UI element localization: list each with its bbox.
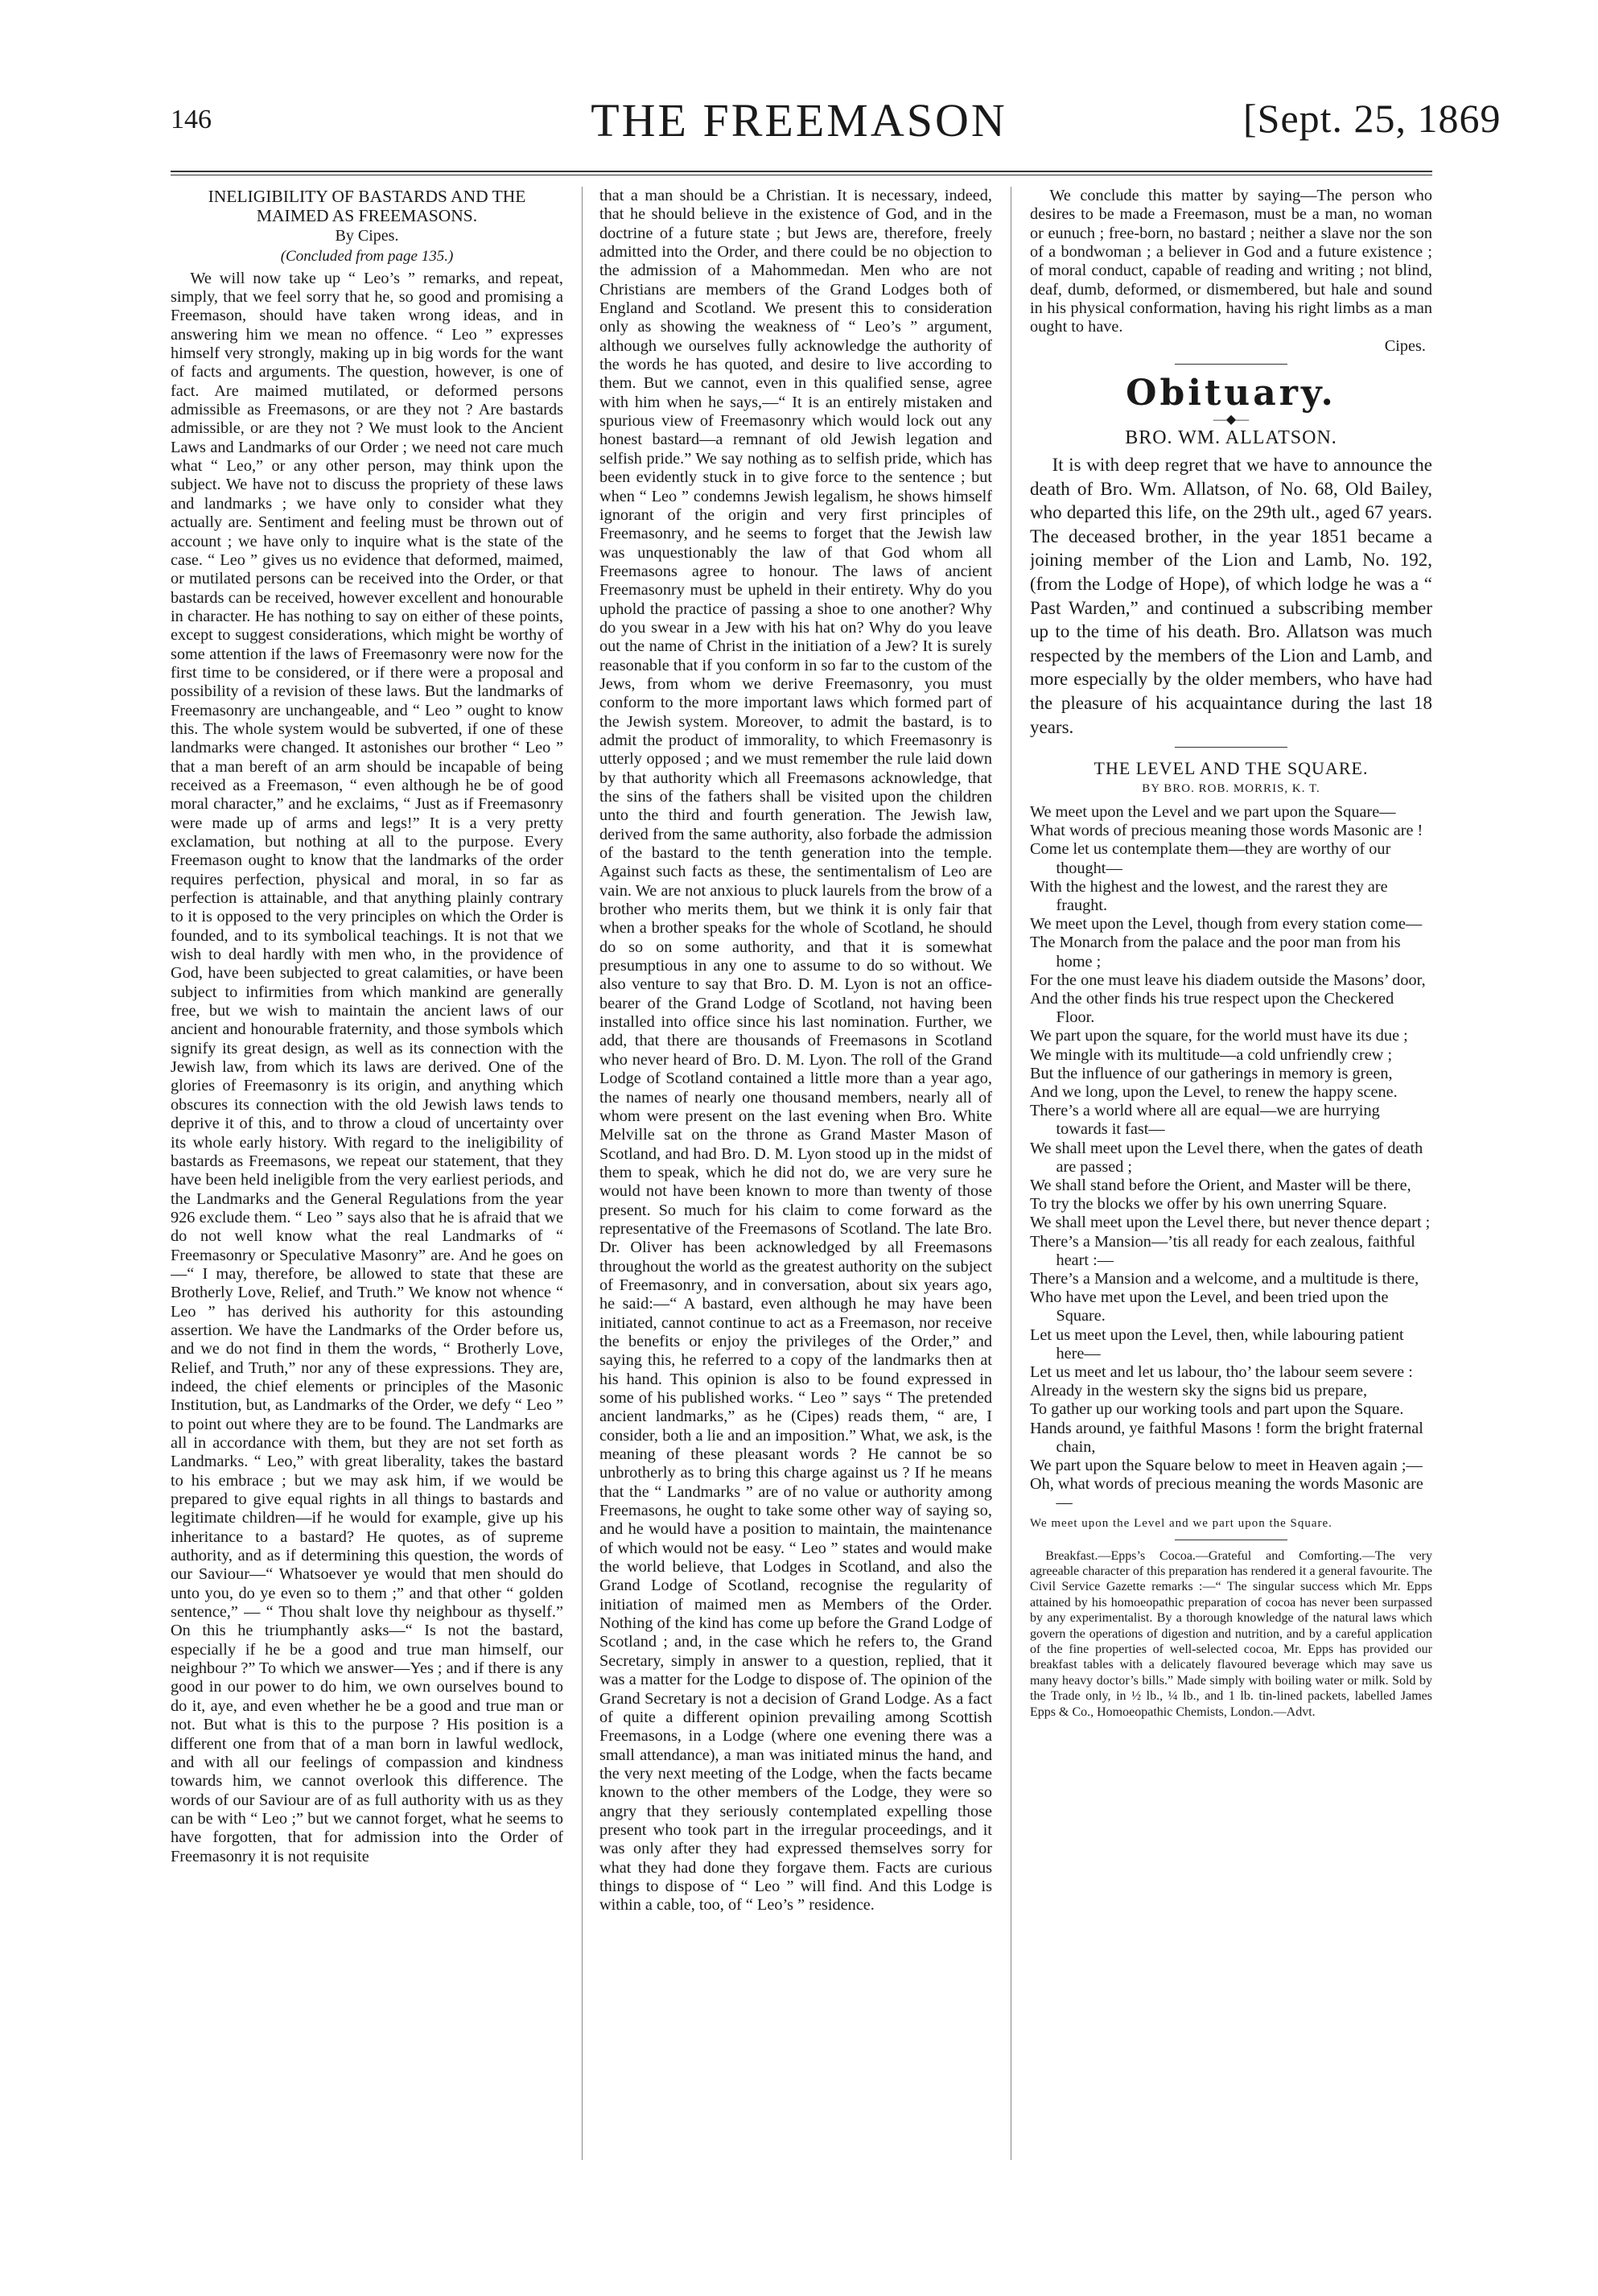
header-rule	[171, 171, 1432, 172]
poem-line: Let us meet upon the Level, then, while labouring patient here—	[1030, 1325, 1404, 1362]
obituary-subject: BRO. WM. ALLATSON.	[1125, 427, 1337, 449]
poem-line: With the highest and the lowest, and the rarest they are fraught.	[1030, 877, 1388, 914]
poem-line: Who have met upon the Level, and been tried upon the Square.	[1030, 1288, 1389, 1325]
column-2	[599, 187, 992, 2160]
poem-closing-line: We meet upon the Level and we part upon the Square.	[1030, 1516, 1332, 1530]
page-header	[0, 87, 1598, 151]
poem-line: Come let us contemplate them—they are worthy of our thought—	[1030, 840, 1391, 877]
poem-line: We part upon the square, for the world must have its due ;	[1030, 1027, 1408, 1045]
article-body-part-1: We will now take up “ Leo’s ” remarks, and repeat, simply, that we feel sorry that he, so good and promising a Freemason, should have taken wrong ideas, and in answering him we mean no offence. “ Leo ” expresses himself very strongly, making up in big words for the want of facts and arguments. The question, however, is one of fact. Are maimed mutilated, or deformed persons admissible as Freemasons, or are they not ? Are bastards admissible, or are they not ? We must look to the Ancient Laws and Landmarks of our Order ; we need not care much what “ Leo,” or any other person, may think upon the subject. We have not to discuss the propriety of these laws and landmarks ; we have only to consider what they actually are. Sentiment and feeling must be thrown out of account ; we have only to inquire what is the state of the case. “ Leo ” gives us no evidence that deformed, maimed, or mutilated persons can be received into the Order, or that bastards can be received, however excellent and honourable in character. He has nothing to say on either of these points, except to suggest considerations, which might be worthy of some attention if the laws of Freemasonry were now for the first time to be considered, or if there were a proposal and possibility of a revision of these laws. But the landmarks of Freemasonry are unchangeable, and “ Leo ” ought to know this. The whole system would be subverted, if one of these landmarks were changed. It astonishes our brother “ Leo ” that a man bereft of an arm should be incapable of being received as a Freemason, “ even although he be of good moral character,” and he exclaims, “ Just as if Freemasonry were made up of arms and legs!” It is a very pretty exclamation, but nothing at all to the purpose. Every Freemason ought to know that the landmarks of the order requires perfection, physical and moral, in so far as perfection is attainable, and that anything plainly contrary to it is opposed to the very principles on which the Order is founded, and to its symbolical teachings. It is not that we wish to deal hardly with men who, in the providence of God, have been subjected to great calamities, or have been subject to infirmities from which mankind are generally free, but we wish to maintain the ancient laws of our ancient and honourable fraternity, and those symbols which signify its great design, as well as its connection with the Jewish law, from which its laws are derived. One of the glories of Freemasonry is its origin, and anything which obscures its connection with the old Jewish laws tends to deprive it of this, and to throw a cloud of uncertainty over its whole early history. With regard to the ineligibility of bastards as Freemasons, we repeat our statement, that they have been held ineligible from the very earliest periods, and the Landmarks and the General Regulations from the year 926 exclude them. “ Leo ” says also that he is afraid that we do not well know what the real Landmarks of “ Freemasonry or Speculative Masonry” are. And he goes on—“ I may, therefore, be allowed to state that these are Brotherly Love, Relief, and Truth.” We know not whence “ Leo ” has derived his authority for this astounding assertion. We have the Landmarks of the Order before us, and we do not find in them the words, “ Brotherly Love, Relief, and Truth,” nor any of these expressions. They are, indeed, the chief elements or principles of the Masonic Institution, but, as Landmarks of the Order, we defy “ Leo ” to point out where they are to be found. The Landmarks are all in accordance with them, but they are not set forth as Landmarks. “ Leo,” with great liberality, takes the bastard to his embrace ; but we may ask him, if we would be prepared to give equal rights in all things to bastards and legitimate children—if he would for example, give up his inheritance to a bastard? He quotes, as of supreme authority, and as if determining this question, the words of our Saviour—“ Whatsoever ye would that men should do unto you, do ye even so to them ;” and that other “ golden sentence,” — “ Thou shalt love thy neighbour as thyself.” On this he triumphantly asks—“ Is not the bastard, especially if he be a good and true man himself, our neighbour ?” To which we answer—Yes ; and if there is any good in our power to do him, we own ourselves bound to do it, aye, and even whether he be a good and true man or not. But what is this to the purpose ? His position is a different one from that of a man born in lawful wedlock, and with all our feelings of compassion and kindness towards him, we cannot overlook this difference. The words of our Saviour are of as full authority with us as they can be with “ Leo ;” but we cannot forget, what he seems to have forgotten, that for admission into the Order of Freemasonry it is not requisite	[171, 269, 563, 1865]
poem-line: We meet upon the Level and we part upon the Square—	[1030, 802, 1396, 821]
poem-line: We part upon the Square below to meet in Heaven again ;—	[1030, 1457, 1423, 1475]
poem-line: To gather up our working tools and part upon the Square.	[1030, 1400, 1404, 1419]
continuation-note: (Concluded from page 135.)	[280, 248, 454, 266]
poem-line: And the other finds his true respect upon the Checkered Floor.	[1030, 989, 1394, 1027]
poem-line: For the one must leave his diadem outside the Masons’ door,	[1030, 971, 1426, 989]
article-conclusion: We conclude this matter by saying—The person who desires to be made a Freemason, must be a man, no woman or eunuch ; free-born, no bastard ; neither a slave nor the son of a bondwoman ; a believer in God and a future existence ; of moral conduct, capable of reading and writing ; not blind, deaf, dumb, deformed, or dismembered, but hale and sound in his physical conformation, having his right limbs as a man ought to have.	[1030, 187, 1432, 336]
page-number: 146	[171, 105, 212, 134]
poem-line: Hands around, ye faithful Masons ! form the bright fraternal chain,	[1030, 1419, 1423, 1456]
poem-line: Oh, what words of precious meaning the words Masonic are—	[1030, 1475, 1423, 1512]
poem-line: And we long, upon the Level, to renew the happy scene.	[1030, 1082, 1398, 1101]
obituary-body: It is with deep regret that we have to announce the death of Bro. Wm. Allatson, of No. 68, Old Bailey, who departed this life, on the 29th ult., aged 67 years. The deceased brother, in the year 1851 became a joining member of the Lion and Lamb, No. 192, (from the Lodge of Hope), of which lodge he was a “ Past Warden,” and continued a subscribing member up to the time of his death. Bro. Allatson was much respected by the members of the Lion and Lamb, and more especially by the older members, who have had the pleasure of his acquaintance during the last 18 years.	[1030, 455, 1432, 737]
poem-line: Let us meet and let us labour, tho’ the labour seem severe :	[1030, 1363, 1413, 1381]
poem-line: We shall stand before the Orient, and Master will be there,	[1030, 1176, 1411, 1194]
newspaper-title: THE FREEMASON	[591, 94, 1007, 146]
poem-byline: BY BRO. ROB. MORRIS, K. T.	[1142, 781, 1320, 795]
poem-line: There’s a Mansion and a welcome, and a multitude is there,	[1030, 1269, 1419, 1288]
poem-line: The Monarch from the palace and the poor man from his home ;	[1030, 934, 1401, 971]
poem-line: We meet upon the Level, though from every station come—	[1030, 915, 1423, 934]
poem-line: What words of precious meaning those words Masonic are !	[1030, 822, 1423, 840]
poem-body	[1030, 803, 1432, 1513]
obituary-heading: Obituary.	[1126, 373, 1336, 414]
poem-title: THE LEVEL AND THE SQUARE.	[1093, 758, 1369, 779]
poem-line: We shall meet upon the Level there, but never thence depart ;	[1030, 1214, 1431, 1232]
article-signature: Cipes.	[1384, 336, 1426, 355]
article-title: INELIGIBILITY OF BASTARDS AND THE MAIMED AS FREEMASONS.	[208, 187, 526, 225]
column-divider	[582, 187, 583, 2160]
article-body-part-2: that a man should be a Christian. It is necessary, indeed, that he should believe in the existence of God, and in the doctrine of a future state ; but Jews are, therefore, freely admitted into the Order, and there could be no objection to the admission of a Mahommedan. Men who are not Christians are members of the Grand Lodges both of England and Scotland. We present this to consideration only as showing the weakness of “ Leo’s ” argument, although we ourselves fully acknowledge the authority of the words he has quoted, and desire to live according to them. But we cannot, even in this qualified sense, agree with him when he says,—“ It is an entirely mistaken and spurious view of Freemasonry which would lock out any honest bastard—a remnant of old Jewish legation and selfish pride.” We say nothing as to selfish pride, which has been evidently stuck in to give force to the sentence ; but when “ Leo ” condemns Jewish legalism, he shows himself ignorant of the origin and very first principles of Freemasonry, and he seems to forget that the Jewish law was unquestionably the law of that God whom all Freemasons agree to honour. The laws of ancient Freemasonry must be upheld in their entirety. Why do you uphold the practice of passing a shoe to one another? Why do you swear in a Jew with his hat on? Why do you leave out the name of Christ in the initiation of a Jew? It is surely reasonable that if you conform in so far to the custom of the Jews, from whom we derive Freemasonry, you must conform to the more important laws which formed part of the Jewish system. Moreover, to admit the bastard, is to admit the product of immorality, to which Freemasonry is utterly opposed ; and we must remember the rule laid down by that authority which all Freemasons acknowledge, that the sins of the fathers shall be visited upon the children unto the third and fourth generation. The Jewish law, derived from the same authority, also forbade the admission of the bastard to the tenth generation into the temple. Against such facts as these, the sentimentalism of Leo are vain. We are not anxious to pluck laurels from the brow of a brother who merits them, but we think it is only fair that when a brother speaks for the whole of Scotland, he should do so on some authority, and that it is somewhat presumptious in any one to assume to do so without. We also venture to say that Bro. D. M. Lyon is not an office-bearer of the Grand Lodge of Scotland, not having been installed into office since his last nomination. Further, we add, that there are thousands of Freemasons in Scotland who never heard of Bro. D. M. Lyon. The roll of the Grand Lodge of Scotland contained a little more than a year ago, the names of nearly one thousand members, nearly all of whom were present on the last evening when Bro. White Melville sat on the throne as Grand Master Mason of Scotland, and had Bro. D. M. Lyon stood up in the midst of them to speak, which he did not do, we are very sure he would not have been known to more than twenty of those present. So much for his claim to come forward as the representative of the Freemasons of Scotland. The late Bro. Dr. Oliver has been acknowledged by all Freemasons throughout the world as the greatest authority on the subject of Freemasonry, and in conversation, about six years ago, he said:—“ A bastard, even although he may have been initiated, cannot continue to act as a Freemason, nor receive the benefits or enjoy the privileges of the Order,” and saying this, he referred to a copy of the landmarks then at his hand. This opinion is also to be found expressed in some of his published works. “ Leo ” says “ The pretended ancient landmarks,” as he (Cipes) reads them, “ are, I consider, both a lie and an imposition.” What, we ask, is the meaning of these pleasant words ? He cannot be so unbrotherly as to bring this charge against us ? If he means that the “ Landmarks ” are of no value or authority among Freemasons, he ought to take some other way of saying so, and he would have a position to maintain, the maintenance of which would not be easy. “ Leo ” states and would make the world believe, that Lodges in Scotland, and also the Grand Lodge of Scotland, recognise the regularity of initiation of maimed men as Members of the Order. Nothing of the kind has come up before the Grand Lodge of Scotland ; and, in the case which he refers to, the Grand Secretary, simply in answer to a question, replied, that it was a matter for the Lodge to dispose of. The opinion of the Grand Secretary is not a decision of Grand Lodge. As a fact of quite a different opinion prevailing among Scottish Freemasons, in a Lodge (where one evening there was a small attendance), a man was initiated minus the hand, and the very next meeting of the Lodge, when the facts became known to the other members of the Lodge, they were so angry that they seriously contemplated expelling those present who took part in the irregular proceedings, and it was only after they had expressed themselves sorry for what they had done they forgave them. Facts are curious things to dispose of “ Leo ” will find. And this Lodge is within a cable, too, of “ Leo’s ” residence.	[599, 187, 992, 1915]
poem-line: To try the blocks we offer by his own unerring Square.	[1030, 1195, 1387, 1214]
column-3	[1030, 187, 1432, 2160]
article-byline: By Cipes.	[335, 227, 399, 245]
poem-line: We shall meet upon the Level there, when the gates of death are passed ;	[1030, 1139, 1423, 1176]
poem-line: We mingle with its multitude—a cold unfriendly crew ;	[1030, 1045, 1393, 1064]
section-divider	[1175, 364, 1287, 365]
poem-line: There’s a Mansion—’tis all ready for each zealous, faithful heart :—	[1030, 1232, 1415, 1269]
poem-line: There’s a world where all are equal—we are hurrying towards it fast—	[1030, 1102, 1380, 1139]
section-divider	[1175, 747, 1287, 748]
issue-date: [Sept. 25, 1869	[1243, 96, 1501, 141]
poem-line: But the influence of our gatherings in memory is green,	[1030, 1064, 1393, 1082]
column-1	[171, 187, 563, 2160]
cocoa-advertisement: Breakfast.—Epps’s Cocoa.—Grateful and Comforting.—The very agreeable character of this preparation has rendered it a general favourite. The Civil Service Gazette remarks :—“ The singular success which Mr. Epps attained by his homoeopathic preparation of cocoa has never been surpassed by any experimentalist. By a thorough knowledge of the natural laws which govern the operations of digestion and nutrition, and by a careful application of the fine properties of well-selected cocoa, Mr. Epps has provided our breakfast tables with a delicately flavoured beverage which may save us many heavy doctor’s bills.” Made simply with boiling water or milk. Sold by the Trade only, in ½ lb., ¼ lb., and 1 lb. tin-lined packets, labelled James Epps & Co., Homoeopathic Chemists, London.—Advt.	[1030, 1548, 1432, 1719]
poem-line: Already in the western sky the signs bid us prepare,	[1030, 1382, 1368, 1400]
ornament-icon: —◆—	[1213, 413, 1250, 427]
